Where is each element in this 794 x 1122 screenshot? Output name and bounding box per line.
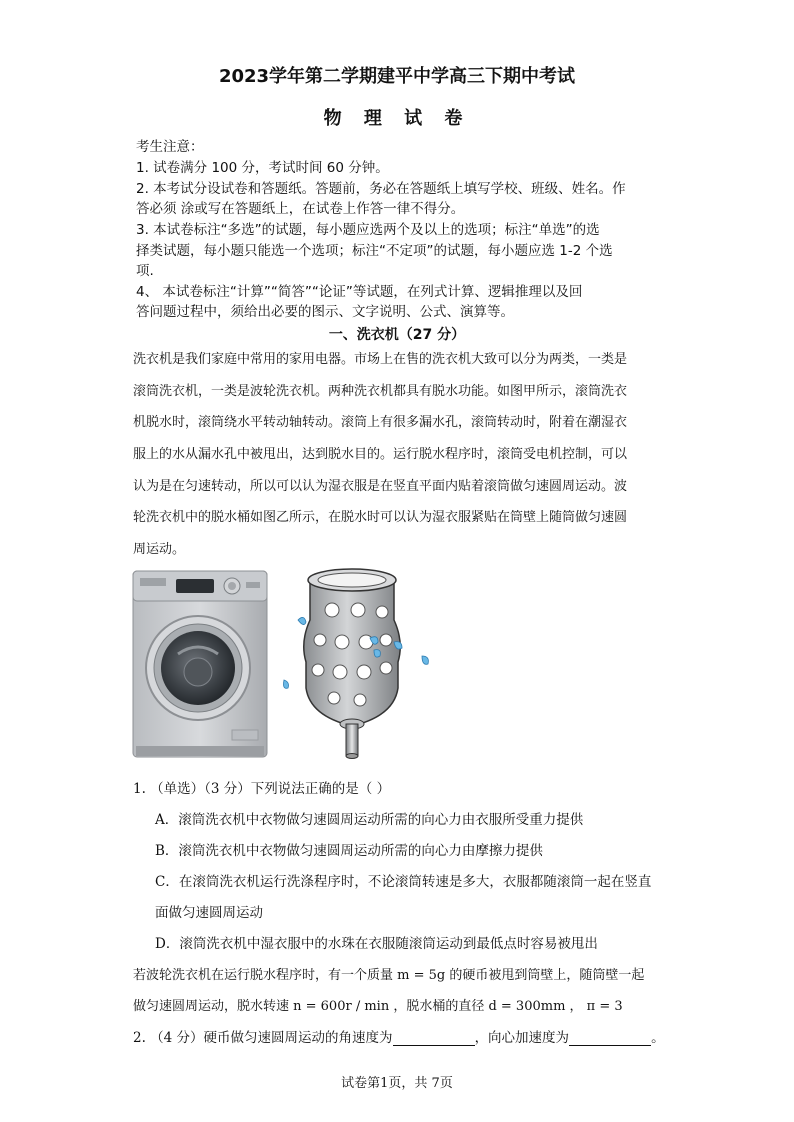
question-2-context: 做匀速圆周运动，脱水转速 n = 600r / min ，脱水桶的直径 d = 300mm ， π = 3: [133, 999, 623, 1014]
passage-line: 轮洗衣机中的脱水桶如图乙所示，在脱水时可以认为湿衣服紧贴在筒壁上随筒做匀速圆: [133, 510, 628, 525]
answer-blank-centripetal-acceleration[interactable]: [569, 1031, 651, 1046]
question-1-option-c-cont: 面做匀速圆周运动: [155, 905, 263, 921]
notice-line: 1. 试卷满分 100 分，考试时间 60 分钟。: [136, 160, 389, 176]
question-2-middle: ，向心加速度为: [474, 1030, 570, 1046]
question-2-prefix: 2. （4 分）硬币做匀速圆周运动的角速度为: [133, 1030, 393, 1046]
notice-line: 答必须 涂或写在答题纸上，在试卷上作答一律不得分。: [136, 201, 465, 217]
question-1-stem: 1. （单选）（3 分）下列说法正确的是（ ）: [133, 781, 391, 797]
exam-title: 2023学年第二学期建平中学高三下期中考试: [218, 66, 576, 87]
notice-line: 4、 本试卷标注“计算”“简答”“论证”等试题，在列式计算、逻辑推理以及回: [136, 284, 583, 300]
page-footer: 试卷第1页，共 7页: [341, 1076, 453, 1091]
notice-line: 3. 本试卷标注“多选”的试题，每小题应选两个及以上的选项；标注“单选”的选: [136, 222, 600, 238]
question-2-context: 若波轮洗衣机在运行脱水程序时，有一个质量 m = 5g 的硬币被甩到筒壁上，随筒壁一起: [133, 968, 645, 983]
passage-line: 机脱水时，滚筒绕水平转动轴转动。滚筒上有很多漏水孔，滚筒转动时，附着在潮湿衣: [133, 415, 628, 430]
notice-line: 2. 本考试分设试卷和答题纸。答题前，务必在答题纸上填写学校、班级、姓名。作: [136, 181, 626, 197]
notice-line: 择类试题，每小题只能选一个选项；标注“不定项”的试题，每小题应选 1-2 个选: [136, 243, 613, 259]
question-2-suffix: 。: [651, 1030, 665, 1046]
question-1-option-a: A．滚筒洗衣机中衣物做匀速圆周运动所需的向心力由衣服所受重力提供: [155, 812, 584, 828]
notice-heading: 考生注意：: [136, 139, 204, 155]
question-1-option-c: C．在滚筒洗衣机运行洗涤程序时，不论滚筒转速是多大，衣服都随滚筒一起在竖直: [155, 874, 652, 890]
passage-line: 服上的水从漏水孔中被甩出，达到脱水目的。运行脱水程序时，滚筒受电机控制，可以: [133, 447, 628, 462]
section-title: 一、洗衣机（27 分）: [328, 327, 466, 343]
exam-subtitle: 物 理 试 卷: [323, 108, 471, 129]
passage-line: 洗衣机是我们家庭中常用的家用电器。市场上在售的洗衣机大致可以分为两类，一类是: [133, 352, 628, 367]
question-2: [133, 1026, 665, 1046]
passage-line: 认为是在匀速转动，所以可以认为湿衣服是在竖直平面内贴着滚筒做匀速圆周运动。波: [133, 479, 628, 494]
question-1-option-d: D．滚筒洗衣机中湿衣服中的水珠在衣服随滚筒运动到最低点时容易被甩出: [155, 936, 598, 952]
spin-basket-figure: [276, 566, 436, 766]
answer-blank-angular-velocity[interactable]: [393, 1031, 475, 1046]
passage-line: 滚筒洗衣机，一类是波轮洗衣机。两种洗衣机都具有脱水功能。如图甲所示，滚筒洗衣: [133, 384, 628, 399]
question-1-option-b: B．滚筒洗衣机中衣物做匀速圆周运动所需的向心力由摩擦力提供: [155, 843, 543, 859]
notice-line: 项.: [136, 263, 154, 279]
passage-line: 周运动。: [133, 542, 186, 557]
notice-line: 答问题过程中，须给出必要的图示、文字说明、公式、演算等。: [136, 304, 514, 320]
washing-machine-figure: [132, 570, 268, 758]
